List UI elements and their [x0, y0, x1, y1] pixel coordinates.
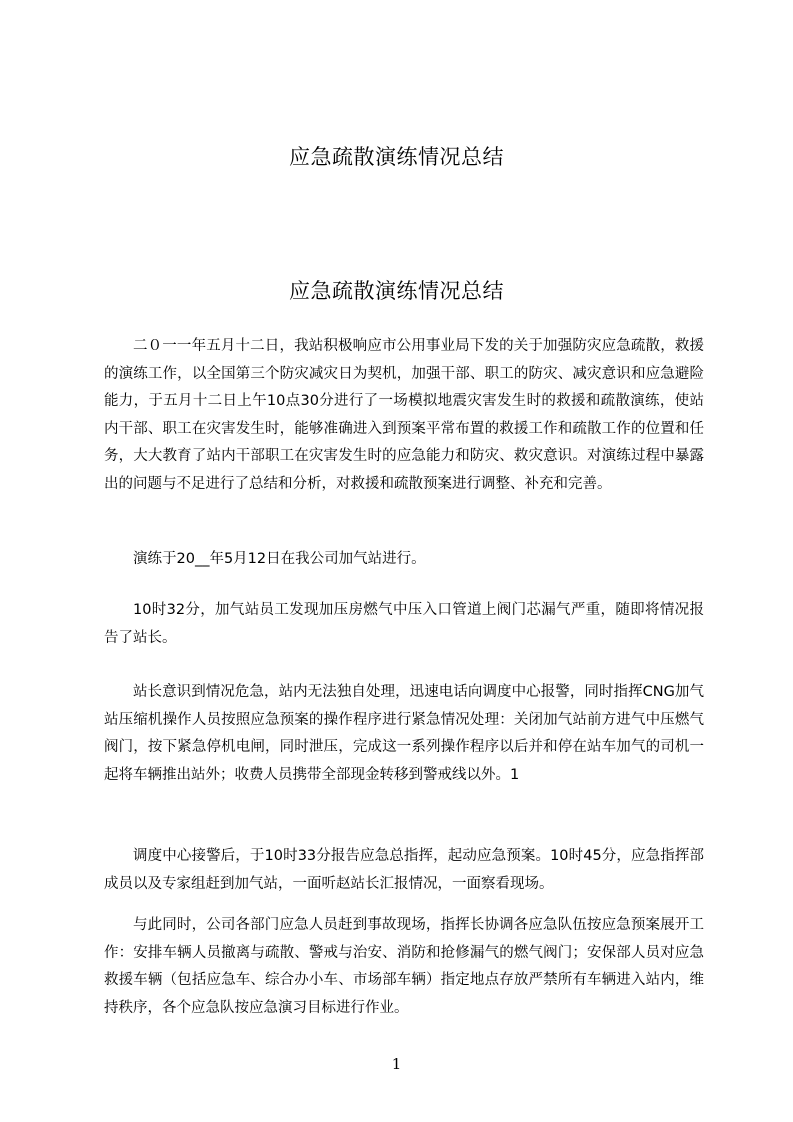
page-number: 1 — [391, 1055, 402, 1073]
paragraph-discovery: 10时32分，加气站员工发现加压房燃气中压入口管道上阀门芯漏气严重，随即将情况报告了站长。 — [104, 602, 704, 646]
paragraph-intro: 二０一一年五月十二日，我站积极响应市公用事业局下发的关于加强防灾应急疏散，救援的演练工作，以全国第三个防灾减灾日为契机，加强干部、职工的防灾、减灾意识和应急避险能力，于五月十二日上午10点30分进行了一场模拟地震灾害发生时的救援和疏散演练，使站内干部、职工在灾害发生时，能够准确进入到预案平常布置的救援工作和疏散工作的位置和任务，大大教育了站内干部职工在灾害发生时的应急能力和防灾、救灾意识。对演练过程中暴露出的问题与不足进行了总结和分析，对救援和疏散预案进行调整、补充和完善。 — [104, 338, 704, 492]
paragraph-location: 演练于20__年5月12日在我公司加气站进行。 — [133, 551, 426, 567]
paragraph-coordination: 与此同时，公司各部门应急人员赶到事故现场，指挥长协调各应急队伍按应急预案展开工作：安排车辆人员撤离与疏散、警戒与治安、消防和抢修漏气的燃气阀门；安保部人员对应急救援车辆（包括应急车、综合办小车、市场部车辆）指定地点存放严禁所有车辆进入站内，维持秩序，各个应急队按应急演习目标进行作业。 — [104, 917, 704, 1016]
cover-title: 应急疏散演练情况总结 — [289, 145, 504, 169]
document-heading: 应急疏散演练情况总结 — [289, 279, 504, 303]
paragraph-dispatch: 调度中心接警后，于10时33分报告应急总指挥，起动应急预案。10时45分，应急指挥部成员以及专家组赶到加气站，一面听赵站长汇报情况，一面察看现场。 — [104, 848, 704, 892]
paragraph-response: 站长意识到情况危急，站内无法独自处理，迅速电话向调度中心报警，同时指挥CNG加气站压缩机操作人员按照应急预案的操作程序进行紧急情况处理：关闭加气站前方进气中压燃气阀门，按下紧急停机电闸，同时泄压，完成这一系列操作程序以后并和停在站车加气的司机一起将车辆推出站外；收费人员携带全部现金转移到警戒线以外。1 — [104, 684, 704, 783]
